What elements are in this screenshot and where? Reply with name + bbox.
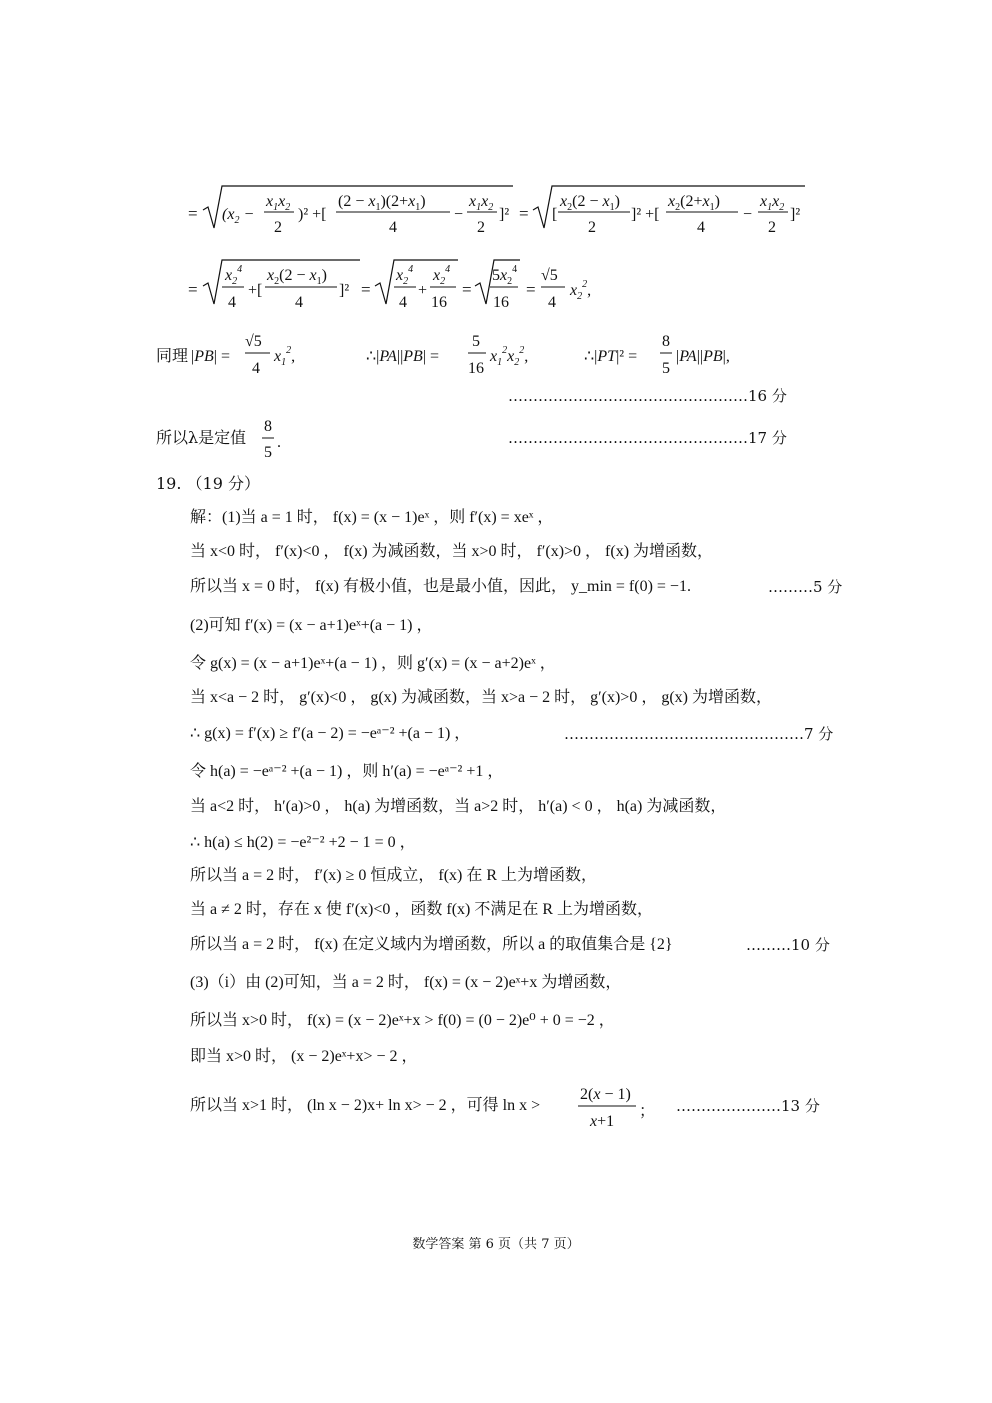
svg-text:8: 8 [662,333,670,350]
svg-text:x1x2: $x_1x_2$ [266,193,291,213]
svg-text:]² +[: ]² +[ [631,206,660,223]
solution-line-7: ∴ g(x) = f′(x) ≥ f′(a − 2) = −eᵃ⁻² +(a − 1) ， [190,725,471,742]
svg-text:x22,: $x_2^2$, [570,279,592,302]
svg-text:x2(2 − x1): $x_2(2 - x_1)$ [560,193,620,213]
solution-line-14: (3)（i）由 (2)可知，当 a = 2 时， f(x) = (x − 2)eˣ+x 为增函数， [190,974,622,991]
svg-text:4: 4 [697,219,705,236]
lambda-fraction [258,413,288,463]
svg-text:4: 4 [252,360,260,377]
svg-text:x12x22,: $x_1^2x_2^2$, [490,345,529,368]
svg-text:x12,: $x_1^2$, [274,345,296,368]
solution-line-8: 令 h(a) = −eᵃ⁻² +(a − 1) ，则 h′(a) = −eᵃ⁻² +1 ， [190,763,504,780]
svg-text:2: 2 [477,219,485,236]
svg-text:x2(2+x1): $x_2(2+x_1)$ [668,193,720,213]
svg-text:x24: $x_2^4$ [225,264,243,287]
score-17: …………………………………………17 分 [508,429,787,447]
svg-text:+: + [418,282,428,299]
svg-text:x24: $x_2^4$ [433,264,451,287]
svg-text:]²: ]² [339,282,350,299]
svg-text:]²: ]² [499,206,510,223]
svg-text:x2(2 − x1): $x_2(2 - x_1)$ [267,267,327,287]
svg-text:)² +[: )² +[ [298,206,327,223]
svg-text:√5: √5 [541,267,558,284]
svg-text:8: 8 [264,418,272,435]
solution-line-11: 所以当 a = 2 时， f′(x) ≥ 0 恒成立， f(x) 在 R 上为增函数， [190,867,598,884]
solution-line-9: 当 a<2 时， h′(a)>0 ， h(a) 为增函数，当 a>2 时， h′(a) < 0 ， h(a) 为减函数， [190,798,727,815]
svg-text:=: = [519,204,529,223]
solution-line-2: 当 x<0 时， f′(x)<0 ， f(x) 为减函数，当 x>0 时， f′(x)>0 ， f(x) 为增函数， [190,543,714,560]
svg-text:5: 5 [662,360,670,377]
svg-text:4: 4 [228,294,236,311]
solution-line-3: 所以当 x = 0 时， f(x) 有极小值，也是最小值，因此， y_min = f(0) = −1. [190,578,691,595]
question-19-heading: 19. （19 分） [156,474,260,493]
svg-text:2: 2 [588,219,596,236]
svg-text:x+1: x+1 [590,1113,615,1130]
formula-block [0,180,992,500]
svg-text:|PA||PB|,: |PA||PB|, [676,348,730,365]
svg-text:4: 4 [399,294,407,311]
solution-line-13: 所以当 a = 2 时， f(x) 在定义域内为增函数，所以 a 的取值集合是 {2} [190,936,673,953]
svg-text:=: = [188,280,198,299]
svg-text:5: 5 [264,444,272,461]
solution-line-17-text: 所以当 x>1 时， (ln x − 2)x+ ln x> − 2 ，可得 ln x > [190,1097,541,1114]
svg-text:(x2 −: ($x_2$ − [222,206,255,226]
svg-text:；: ； [639,1103,656,1120]
score-7: …………………………………………7 分 [564,725,834,743]
solution-line-6: 当 x<a − 2 时， g′(x)<0 ， g(x) 为减函数，当 x>a − 2 时， g′(x)>0 ， g(x) 为增函数， [190,689,772,706]
solution-line-10: ∴ h(a) ≤ h(2) = −e²⁻² +2 − 1 = 0 ， [190,834,416,851]
svg-text:4: 4 [295,294,303,311]
ln-inequality-fraction [576,1080,656,1134]
svg-text:2: 2 [274,219,282,236]
lambda-line [156,428,246,448]
lambda-text: 所以λ是定值 [156,428,247,447]
solution-line-1: 解：(1)当 a = 1 时， f(x) = (x − 1)eˣ ，则 f′(x) = xeˣ ， [190,509,554,526]
solution-line-17 [190,1096,540,1116]
solution-line-15: 所以当 x>0 时， f(x) = (x − 2)eˣ+x > f(0) = (0 − 2)e⁰ + 0 = −2 ， [190,1012,615,1029]
svg-text:−: − [743,206,753,223]
page-footer: 数学答案 第 6 页（共 7 页） [412,1237,580,1252]
score-13: …………………13 分 [676,1097,820,1115]
svg-text:x1x2: $x_1x_2$ [760,193,785,213]
svg-text:=: = [462,280,472,299]
svg-text:(2 − x1)(2+x1): $(2 - x_1)(2+x_1)$ [338,193,426,213]
svg-text:x24: $x_2^4$ [396,264,414,287]
svg-text:[: [ [552,206,558,223]
svg-text:16: 16 [493,294,509,311]
svg-text:+[: +[ [248,282,263,299]
svg-text:√5: √5 [245,333,262,350]
svg-text:=: = [361,280,371,299]
solution-line-5: 令 g(x) = (x − a+1)eˣ+(a − 1) ，则 g′(x) = (x − a+2)eˣ ， [190,655,556,672]
svg-text:4: 4 [389,219,397,236]
svg-text:x1x2: $x_1x_2$ [469,193,494,213]
svg-text:.: . [277,434,281,451]
solution-line-16: 即当 x>0 时， (x − 2)eˣ+x> − 2 ， [190,1048,418,1065]
svg-text:2: 2 [768,219,776,236]
solution-line-4: (2)可知 f′(x) = (x − a+1)eˣ+(a − 1) ， [190,617,433,634]
svg-text:16: 16 [431,294,447,311]
svg-text:同理: 同理 [156,348,189,365]
svg-text:|PB| =: |PB| = [191,348,230,365]
score-16: …………………………………………16 分 [508,387,787,405]
svg-text:=: = [526,280,536,299]
svg-text:5: 5 [472,333,480,350]
svg-text:∴|PA||PB| =: ∴|PA||PB| = [366,348,440,365]
svg-text:2(x − 1): 2(x − 1) [580,1086,631,1103]
svg-text:∴|PT|² =: ∴|PT|² = [584,348,638,365]
svg-text:−: − [454,206,464,223]
svg-text:5x24: $5x_2^4$ [492,264,518,287]
score-5: ………5 分 [768,578,843,596]
svg-text:=: = [188,204,198,223]
score-10: ………10 分 [746,936,830,954]
svg-text:4: 4 [548,294,556,311]
svg-text:]²: ]² [790,206,801,223]
svg-text:16: 16 [468,360,484,377]
solution-line-12: 当 a ≠ 2 时，存在 x 使 f′(x)<0 ，函数 f(x) 不满足在 R 上为增函数， [190,901,654,918]
